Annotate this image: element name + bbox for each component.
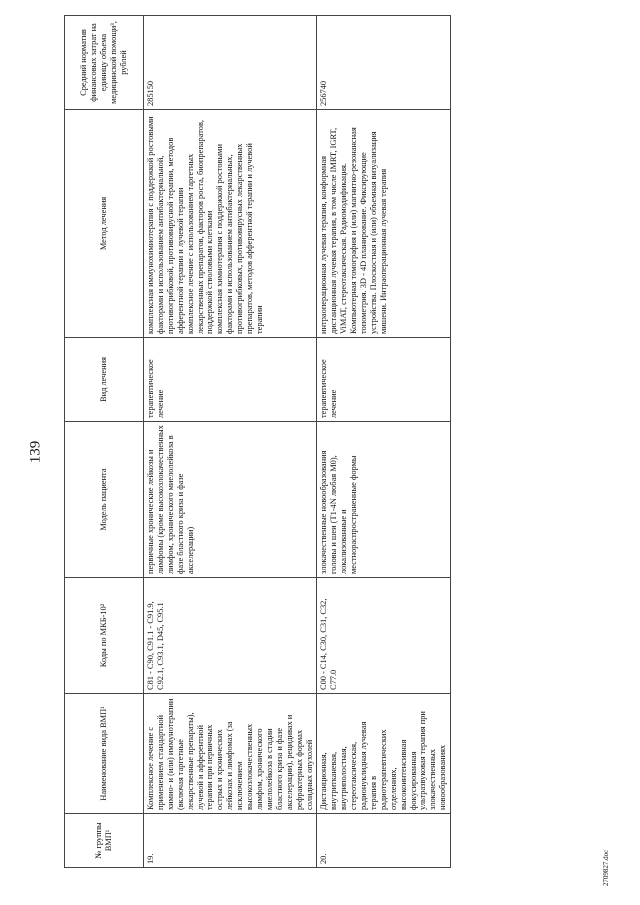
cell-patient-model: злокачественные новообразования головы и шеи (T1-4N любая M0), локализованные и местнораспространенные формы bbox=[317, 422, 451, 578]
table-row bbox=[317, 16, 451, 868]
method-paragraph: комплексная химиотерапия с поддержкой ростовыми факторами и использованием антибактериальных, противогрибковых, противовирусных лекарственных препаратов, методов афферентной терапии и лучевой терапии bbox=[215, 143, 264, 334]
method-paragraph: комплексное лечение с использованием таргетных лекарственных препаратов, факторов роста, биопрепаратов, поддержкой стволовыми клетками bbox=[185, 120, 215, 334]
header-cost-norm: Средний норматив финансовых затрат на единицу объема медицинской помощи³, рублей bbox=[65, 16, 144, 110]
cell-vmp-name: Дистанционная, внутритканевая, внутриполостная, стереотаксическая, радионуклидная лучевая терапия в радиотерапевтических отделениях, высокоинтенсивная фокусированная ультразвуковая терапия при злокачественных новообразованиях bbox=[317, 694, 451, 814]
footer-document-code: 2709827.doc bbox=[602, 849, 610, 887]
cell-group-number: 19. bbox=[144, 814, 317, 868]
cell-treatment-method bbox=[317, 110, 451, 338]
header-patient-model: Модель пациента bbox=[65, 422, 144, 578]
cell-treatment-type: терапевтическое лечение bbox=[317, 338, 451, 422]
method-paragraph: комплексная иммунохимиотерапия с поддержкой ростовыми факторами и использованием антибактериальной, противогрибковой, противовирусной терапии, методов афферентной терапии и лучевой терапии bbox=[146, 116, 185, 334]
cell-cost-norm: 285150 bbox=[144, 16, 317, 110]
cell-vmp-name: Комплексное лечение с применением стандартной химио- и (или) иммунотерапии (включая таргетные лекарственные препараты), лучевой и афферентной терапии при первичных острых и хронических лейкозах и лимфомах (за исключением высокозлокачественных лимфом, хронического миелолейкоза в стадии бластного криза и фазе акселерации), рецидивах и рефрактерных формах солидных опухолей bbox=[144, 694, 317, 814]
header-group-number: № группы ВМП¹ bbox=[65, 814, 144, 868]
cell-icd-codes: C00 - C14, C30, C31, C32, C77.0 bbox=[317, 578, 451, 694]
table-row bbox=[144, 16, 317, 868]
table-header-row bbox=[65, 16, 144, 868]
rotated-table-container bbox=[64, 16, 604, 868]
vmp-table bbox=[64, 15, 451, 868]
header-vmp-name: Наименование вида ВМП¹ bbox=[65, 694, 144, 814]
cell-cost-norm: 256740 bbox=[317, 16, 451, 110]
cell-patient-model: первичные хронические лейкозы и лимфомы (кроме высокозлокачественных лимфом, хронического миелолейкоза в фазе бластного криза и фазе акселерации) bbox=[144, 422, 317, 578]
header-treatment-method: Метод лечения bbox=[65, 110, 144, 338]
page-number: 139 bbox=[27, 440, 44, 464]
cell-treatment-type: терапевтическое лечение bbox=[144, 338, 317, 422]
cell-group-number: 20. bbox=[317, 814, 451, 868]
header-treatment-type: Вид лечения bbox=[65, 338, 144, 422]
cell-treatment-method bbox=[144, 110, 317, 338]
cell-icd-codes: C81 - C90, C91.1 - C91.9, C92.1, C93.1, D45, C95.1 bbox=[144, 578, 317, 694]
method-paragraph: интраоперационная лучевая терапия, конформная дистанционная лучевая терапия, в том числе IMRT, IGRT, ViMAT, стереотаксическая. Радиомодификация. Компьютерная томография и (или) магнитно-резонансная топометрия. 3D - 4D планирование. Фиксирующие устройства. Плоскостная и (или) объемная визуализация мишени. Интраоперационная лучевая терапия bbox=[319, 127, 388, 334]
header-icd-codes: Коды по МКБ-10² bbox=[65, 578, 144, 694]
